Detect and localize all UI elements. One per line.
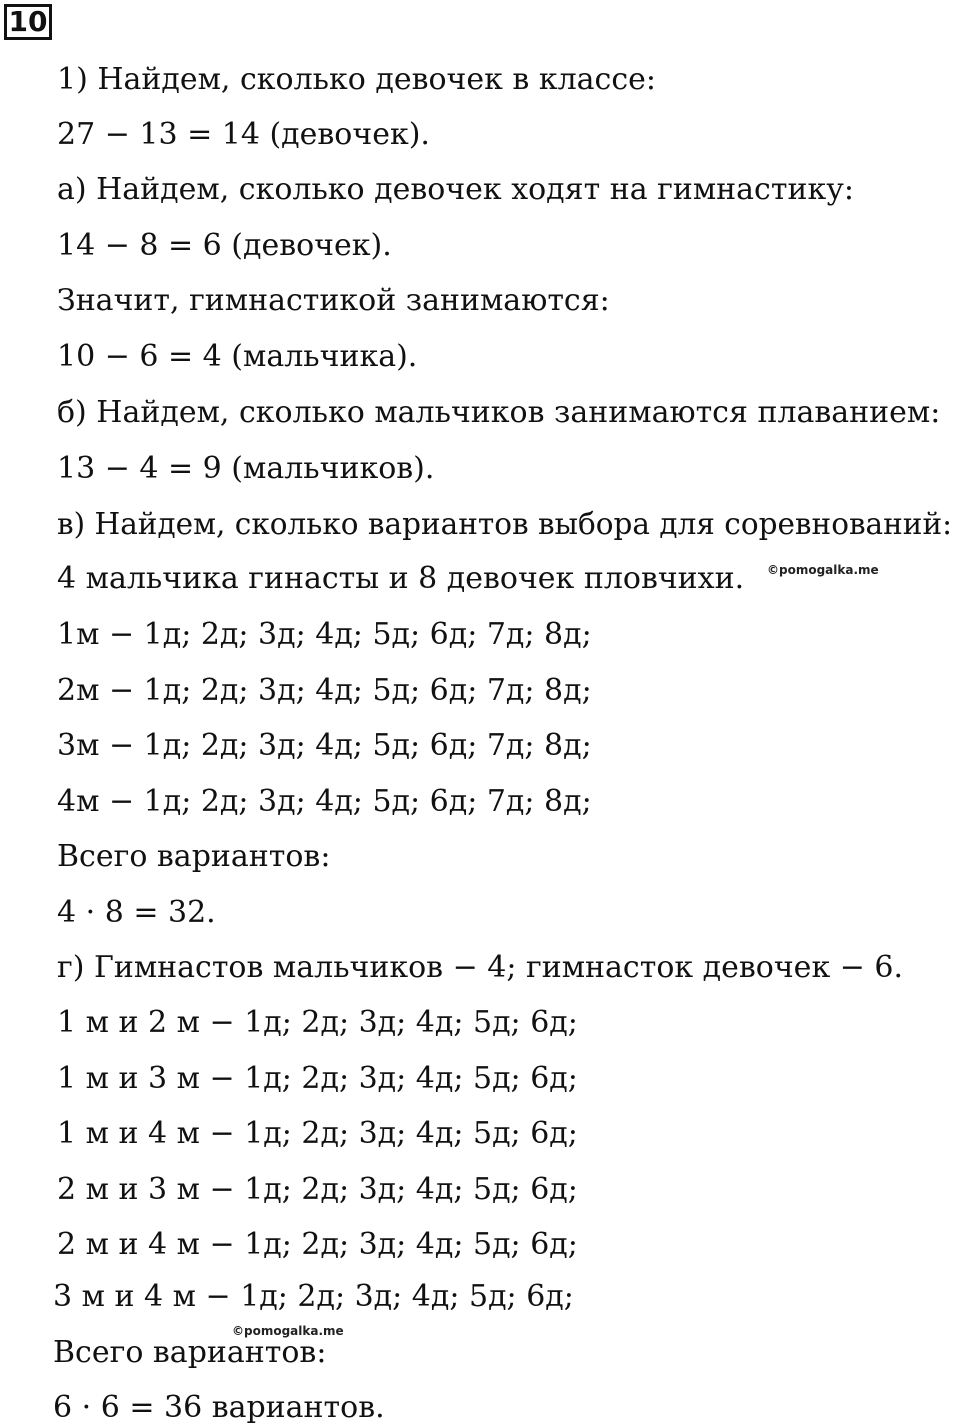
solution-line-14: 4м − 1д; 2д; 3д; 4д; 5д; 6д; 7д; 8д; (57, 784, 592, 819)
solution-line-6: 10 − 6 = 4 (мальчика). (57, 339, 418, 374)
watermark-2: ©pomogalka.me (232, 1324, 344, 1338)
solution-line-2: 27 − 13 = 14 (девочек). (57, 117, 430, 152)
task-number-box (4, 4, 52, 40)
solution-line-18: 1 м и 2 м − 1д; 2д; 3д; 4д; 5д; 6д; (57, 1005, 578, 1040)
solution-line-20: 1 м и 4 м − 1д; 2д; 3д; 4д; 5д; 6д; (57, 1116, 578, 1151)
watermark-1: ©pomogalka.me (767, 563, 879, 577)
solution-line-22: 2 м и 4 м − 1д; 2д; 3д; 4д; 5д; 6д; (57, 1227, 578, 1262)
solution-line-3: а) Найдем, сколько девочек ходят на гимнастику: (57, 172, 854, 207)
solution-line-24: Всего вариантов: (53, 1335, 327, 1370)
solution-line-23: 3 м и 4 м − 1д; 2д; 3д; 4д; 5д; 6д; (53, 1279, 574, 1314)
task-number: 10 (8, 5, 48, 38)
solution-line-7: б) Найдем, сколько мальчиков занимаются плаванием: (57, 395, 941, 430)
solution-line-5: Значит, гимнастикой занимаются: (57, 283, 610, 318)
solution-line-8: 13 − 4 = 9 (мальчиков). (57, 451, 435, 486)
solution-line-17: г) Гимнастов мальчиков − 4; гимнасток девочек − 6. (57, 950, 904, 985)
solution-line-19: 1 м и 3 м − 1д; 2д; 3д; 4д; 5д; 6д; (57, 1061, 578, 1096)
solution-line-15: Всего вариантов: (57, 839, 331, 874)
solution-line-10: 4 мальчика гинасты и 8 девочек пловчихи. (57, 561, 745, 596)
solution-line-4: 14 − 8 = 6 (девочек). (57, 228, 392, 263)
solution-line-13: 3м − 1д; 2д; 3д; 4д; 5д; 6д; 7д; 8д; (57, 728, 592, 763)
solution-line-12: 2м − 1д; 2д; 3д; 4д; 5д; 6д; 7д; 8д; (57, 673, 592, 708)
solution-line-1: 1) Найдем, сколько девочек в классе: (57, 62, 656, 97)
solution-line-25: 6 · 6 = 36 вариантов. (53, 1390, 385, 1425)
solution-line-21: 2 м и 3 м − 1д; 2д; 3д; 4д; 5д; 6д; (57, 1172, 578, 1207)
solution-line-11: 1м − 1д; 2д; 3д; 4д; 5д; 6д; 7д; 8д; (57, 617, 592, 652)
solution-line-16: 4 · 8 = 32. (57, 895, 216, 930)
solution-line-9: в) Найдем, сколько вариантов выбора для соревнований: (57, 507, 953, 541)
